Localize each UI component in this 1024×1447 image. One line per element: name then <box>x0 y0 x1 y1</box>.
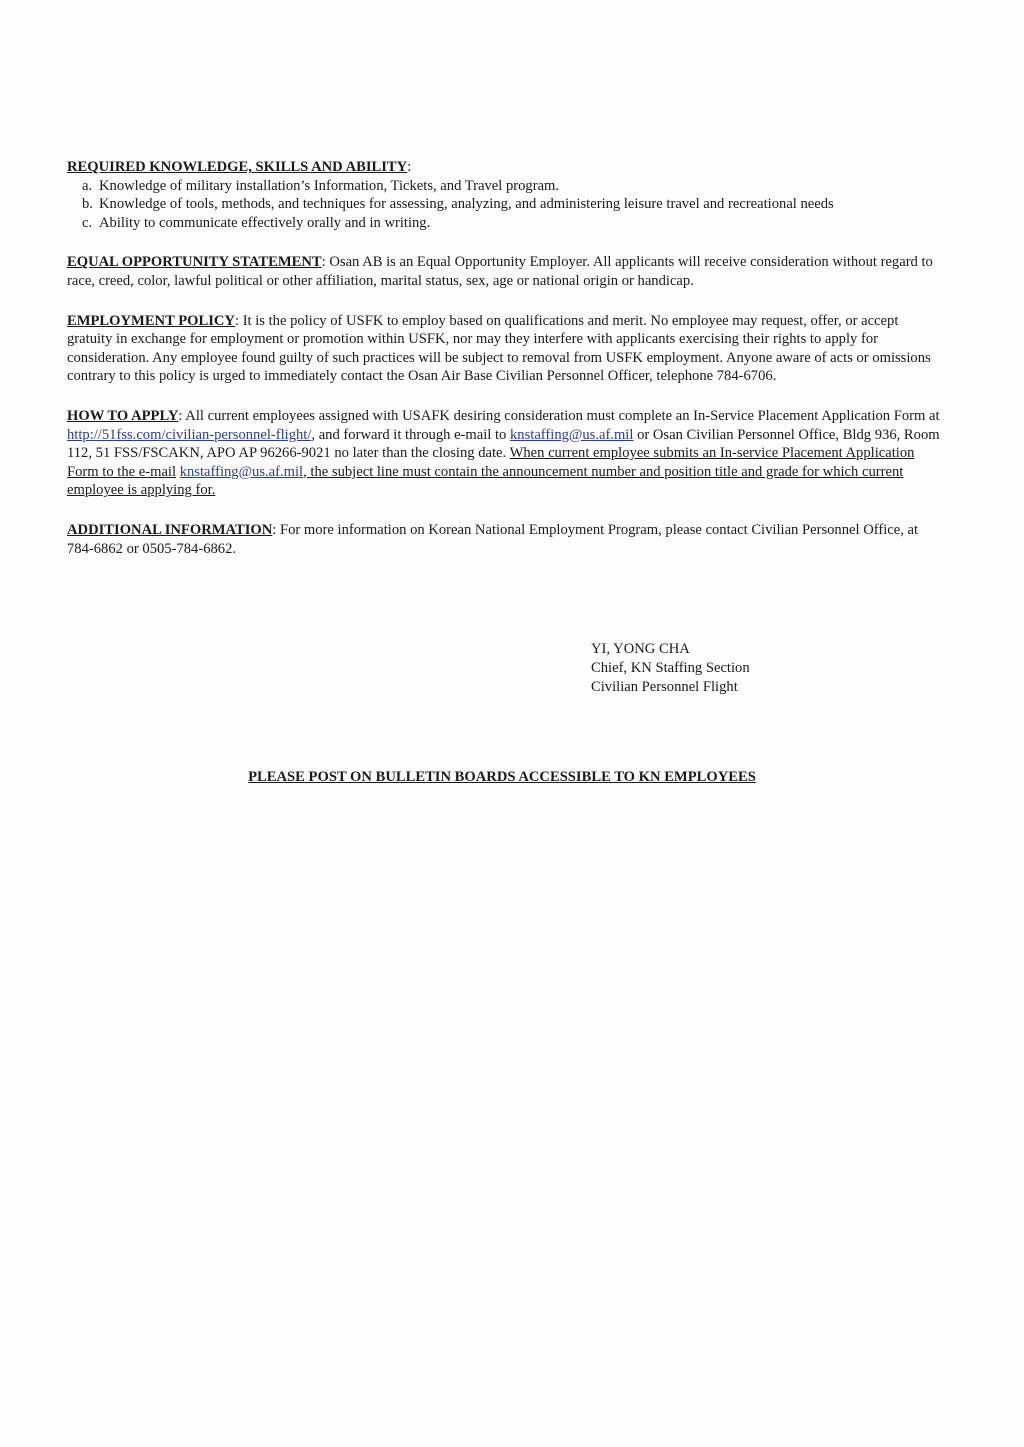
document-body <box>67 158 947 579</box>
ksa-list <box>67 177 947 233</box>
eeo-section: EQUAL OPPORTUNITY STATEMENT: Osan AB is an Equal Opportunity Employer. All applicants will receive consideration without regard to race, creed, color, lawful political or other affiliation, marital status, sex, age or national origin or handicap. <box>67 254 933 289</box>
signer-title: Chief, KN Staffing Section <box>591 660 750 676</box>
list-item: c. Ability to communicate effectively orally and in writing. <box>82 214 431 231</box>
application-form-link[interactable]: http://51fss.com/civilian-personnel-flight/ <box>67 426 312 443</box>
how-to-apply-section: HOW TO APPLY: All current employees assigned with USAFK desiring consideration must complete an In-Service Placement Application Form at http://51fss.com/civilian-personnel-flight/, and forward it through e-mail to knstaffing@us.af.mil or Osan Civilian Personnel Office, Bldg 936, Room 112, 51 FSS/FSCAKN, APO AP 96266-9021 no later than the closing date. When current employee submits an In-service Placement Application Form to the e-mail knstaffing@us.af.mil, the subject line must contain the announcement number and position title and grade for which current employee is applying for. <box>67 407 940 499</box>
eeo-text: Osan AB is an Equal Opportunity Employer. All applicants will receive consideration without regard to race, creed, color, lawful political or other affiliation, marital status, sex, age or national origin or handicap. <box>67 254 933 289</box>
staffing-email-link-2[interactable]: knstaffing@us.af.mil <box>179 463 304 480</box>
additional-info-text: For more information on Korean National Employment Program, please contact Civilian Personnel Office, at 784-6862 or 0505-784-6862. <box>67 521 919 557</box>
signature-block <box>591 640 750 697</box>
additional-info-section: ADDITIONAL INFORMATION: For more information on Korean National Employment Program, please contact Civilian Personnel Office, at 784-6862 or 0505-784-6862. <box>67 521 919 557</box>
list-item: a. Knowledge of military installation’s Information, Tickets, and Travel program. <box>82 177 560 194</box>
ksa-heading: REQUIRED KNOWLEDGE, SKILLS AND ABILITY <box>67 159 408 175</box>
list-item: b. Knowledge of tools, methods, and techniques for assessing, analyzing, and administering leisure travel and recreational needs <box>82 196 834 213</box>
staffing-email-link[interactable]: knstaffing@us.af.mil <box>510 426 634 443</box>
signer-office: Civilian Personnel Flight <box>591 679 738 695</box>
how-to-apply-heading: HOW TO APPLY <box>67 407 179 424</box>
additional-info-heading: ADDITIONAL INFORMATION <box>67 521 273 538</box>
eeo-heading: EQUAL OPPORTUNITY STATEMENT <box>67 254 322 271</box>
posting-notice: PLEASE POST ON BULLETIN BOARDS ACCESSIBLE TO KN EMPLOYEES <box>248 769 756 785</box>
ksa-section: REQUIRED KNOWLEDGE, SKILLS AND ABILITY: a. Knowledge of military installation’s Information, Tickets, and Travel program. b. Knowledge of tools, methods, and techniques for assessing, analyzing, and administering leisure travel and recreational needs c. Ability to communicate effectively orally and in writing. <box>67 158 947 232</box>
employment-policy-heading: EMPLOYMENT POLICY <box>67 312 235 329</box>
employment-policy-text: It is the policy of USFK to employ based on qualifications and merit. No employee may request, offer, or accept gratuity in exchange for employment or promotion within USFK, nor may they interfere with applicants exercising their rights to apply for consideration. Any employee found guilty of such practices will be subject to removal from USFK employment. Anyone aware of acts or omissions contrary to this policy is urged to immediately contact the Osan Air Base Civilian Personnel Officer, telephone 784-6706. <box>67 312 931 385</box>
employment-policy-section: EMPLOYMENT POLICY: It is the policy of USFK to employ based on qualifications and merit. No employee may request, offer, or accept gratuity in exchange for employment or promotion within USFK, nor may they interfere with applicants exercising their rights to apply for consideration. Any employee found guilty of such practices will be subject to removal from USFK employment. Anyone aware of acts or omissions contrary to this policy is urged to immediately contact the Osan Air Base Civilian Personnel Officer, telephone 784-6706. <box>67 312 931 385</box>
signer-name: YI, YONG CHA <box>591 641 690 657</box>
